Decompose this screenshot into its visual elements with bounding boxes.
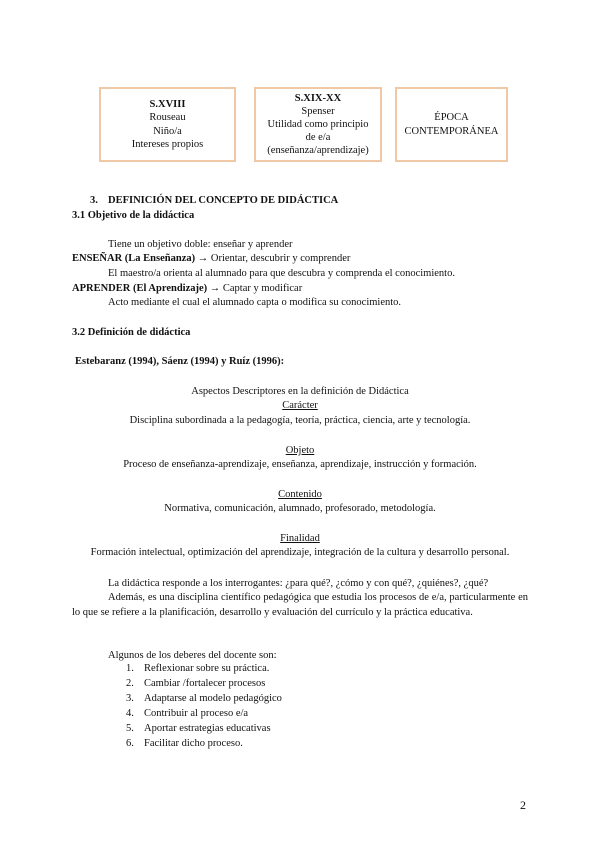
objeto-label: Objeto (285, 445, 315, 456)
list-item-text: Cambiar /fortalecer procesos (144, 678, 266, 689)
objeto-text: Proceso de enseñanza-aprendizaje, enseñanza, aprendizaje, instrucción y formación. (123, 459, 477, 470)
duties-intro: Algunos de los deberes del docente son: (108, 650, 277, 661)
box-line: de e/a (305, 132, 331, 144)
list-item-text: Adaptarse al modelo pedagógico (144, 693, 282, 704)
box-line: Spenser (301, 105, 335, 117)
ensenar-line (72, 252, 350, 265)
list-item-number: 4. (126, 708, 134, 719)
section-number: 3. (90, 195, 98, 206)
box-line: Rouseau (149, 112, 186, 124)
box-title: S.XIX-XX (294, 92, 342, 104)
aspects-heading: Aspectos Descriptores en la definición de Didáctica (191, 386, 409, 397)
caracter-text: Disciplina subordinada a la pedagogía, teoría, práctica, ciencia, arte y tecnología. (129, 415, 471, 426)
list-item-number: 2. (126, 678, 134, 689)
authors-line: Estebaranz (1994), Sáenz (1994) y Ruíz (1996): (75, 356, 285, 367)
aprender-description: Acto mediante el cual el alumnado capta o modifica su conocimiento. (108, 297, 402, 308)
list-item-number: 1. (126, 663, 134, 674)
list-item-text: Contribuir al proceso e/a (144, 708, 249, 719)
list-item-text: Facilitar dicho proceso. (144, 738, 243, 749)
finalidad-text: Formación intelectual, optimización del aprendizaje, integración de la cultura y desarrollo personal. (90, 547, 510, 558)
definition-paragraph-text: Además, es una disciplina científico pedagógica que estudia los procesos de e/a, particularmente en lo que se refiere a la planificación, desarrollo y evaluación del currículo y la práctica educativa. (72, 592, 528, 619)
finalidad-label: Finalidad (280, 533, 320, 544)
contenido-text: Normativa, comunicación, alumnado, profesorado, metodología. (164, 503, 436, 514)
interrogantes-line: La didáctica responde a los interrogantes: ¿para qué?, ¿cómo y con qué?, ¿quiénes?, ¿qué? (108, 578, 489, 589)
ensenar-rest: → Orientar, descubrir y comprender (197, 253, 351, 264)
box-line: Utilidad como principio (267, 118, 369, 130)
list-item-text: Reflexionar sobre su práctica. (144, 663, 270, 674)
box-epoca-contemporanea (395, 87, 508, 162)
list-item-text: Aportar estrategias educativas (144, 723, 271, 734)
objective-text: Tiene un objetivo doble: enseñar y aprender (108, 239, 293, 250)
section-title: DEFINICIÓN DEL CONCEPTO DE DIDÁCTICA (108, 195, 339, 206)
definition-paragraph (72, 590, 528, 620)
list-item-number: 5. (126, 723, 134, 734)
box-s-xix-xx (254, 87, 382, 162)
box-line: Niño/a (153, 125, 182, 137)
box-title: S.XVIII (149, 99, 186, 111)
box-s-xviii (99, 87, 236, 162)
list-item-number: 6. (126, 738, 134, 749)
aprender-rest: → Captar y modificar (209, 283, 303, 294)
subsection-objective-title: 3.1 Objetivo de la didáctica (72, 210, 195, 221)
aprender-line (72, 282, 302, 295)
box-line: ÉPOCA (434, 112, 469, 124)
box-line: CONTEMPORÁNEA (404, 125, 499, 137)
caracter-label: Carácter (282, 400, 318, 411)
box-line: Intereses propios (131, 138, 204, 150)
ensenar-description: El maestro/a orienta al alumnado para que descubra y comprenda el conocimiento. (108, 268, 455, 279)
list-item-number: 3. (126, 693, 134, 704)
contenido-label: Contenido (278, 489, 322, 500)
aprender-label: APRENDER (El Aprendizaje) (72, 283, 208, 294)
page-number: 2 (520, 798, 526, 812)
ensenar-label: ENSEÑAR (La Enseñanza) (72, 253, 196, 264)
subsection-definition-title: 3.2 Definición de didáctica (72, 327, 191, 338)
box-line: (enseñanza/aprendizaje) (267, 145, 369, 157)
